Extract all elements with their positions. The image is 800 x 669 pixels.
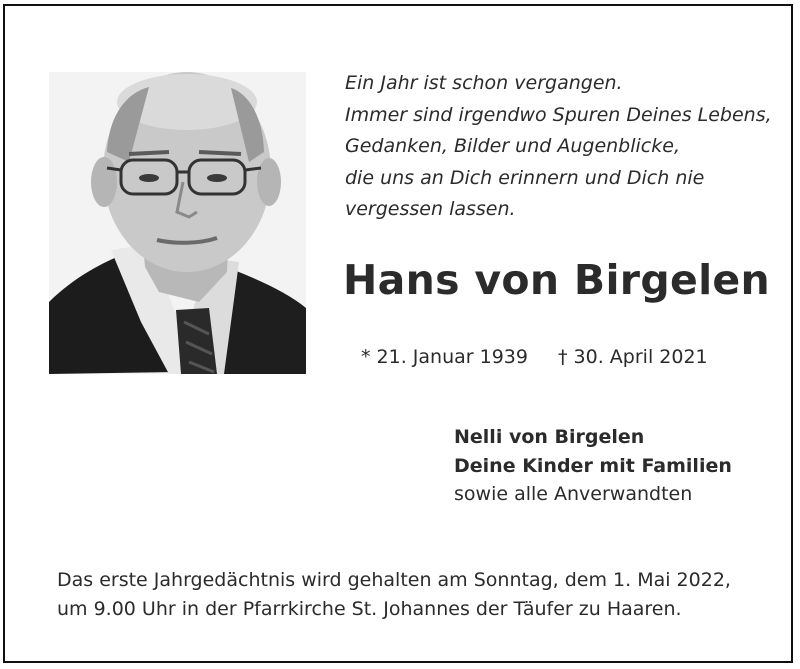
mourner-name: Nelli von Birgelen	[454, 426, 645, 448]
mourners-block	[454, 423, 732, 509]
poem-text	[345, 68, 772, 226]
portrait-photo	[49, 72, 306, 374]
poem-line: vergessen lassen.	[345, 198, 516, 220]
death-date: † 30. April 2021	[558, 346, 708, 368]
birth-date: * 21. Januar 1939	[361, 346, 528, 368]
notice-line: Das erste Jahrgedächtnis wird gehalten am Sonntag, dem 1. Mai 2022,	[57, 569, 731, 591]
poem-line: die uns an Dich erinnern und Dich nie	[345, 166, 705, 189]
obituary-card	[3, 4, 793, 663]
deceased-name: Hans von Birgelen	[343, 256, 771, 304]
memorial-notice	[57, 566, 731, 623]
notice-line: um 9.00 Uhr in der Pfarrkirche St. Johannes der Täufer zu Haaren.	[57, 597, 682, 620]
mourner-family: Deine Kinder mit Familien	[454, 454, 732, 477]
poem-line: Immer sind irgendwo Spuren Deines Lebens,	[345, 103, 772, 126]
poem-line: Gedanken, Bilder und Augenblicke,	[345, 135, 680, 157]
mourner-relatives: sowie alle Anverwandten	[454, 483, 693, 505]
poem-line: Ein Jahr ist schon vergangen.	[345, 72, 623, 94]
